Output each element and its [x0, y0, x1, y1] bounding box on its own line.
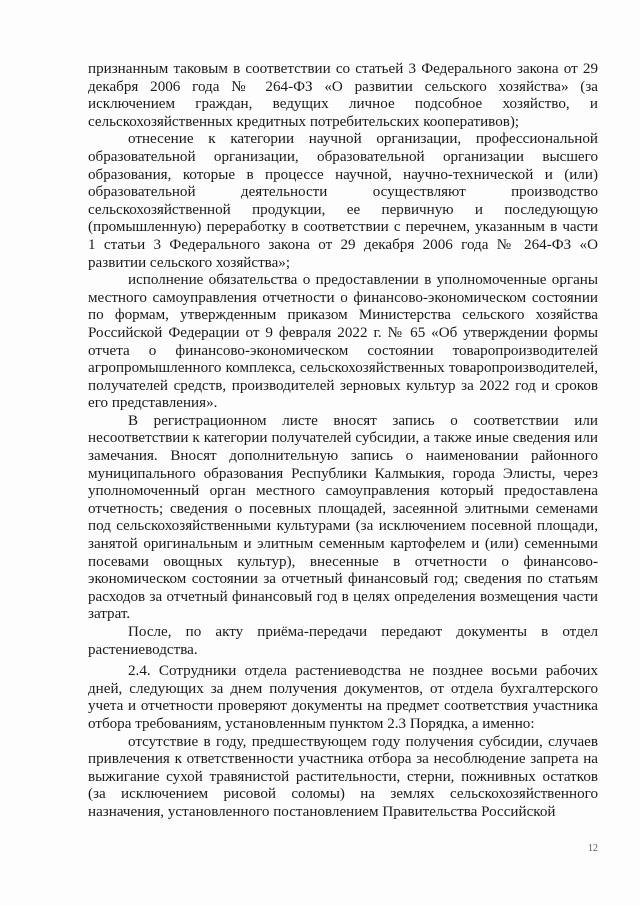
paragraph: После, по акту приёма-передачи передают документы в отдел растениеводства.	[88, 624, 598, 658]
paragraph: признанным таковым в соответствии со статьей 3 Федерального закона от 29 декабря 2006 года № 264-ФЗ «О развитии сельского хозяйства» (за исключением граждан, ведущих личное подсобное хозяйство, и сельскохозяйственных кредитных потребительских кооперативов);	[88, 61, 598, 130]
paragraph: 2.4. Сотрудники отдела растениеводства не позднее восьми рабочих дней, следующих за днем получения документов, от отдела бухгалтерского учета и отчетности проверяют документы на предмет соответствия участника отбора требованиям, установленным пунктом 2.3 Порядка, а именно:	[88, 663, 598, 732]
document-body	[88, 61, 598, 822]
paragraph: отсутствие в году, предшествующем году получения субсидии, случаев привлечения к ответственности участника отбора за несоблюдение запрета на выжигание сухой травянистой растительности, стерни, пожнивных остатков (за исключением рисовой соломы) на землях сельскохозяйственного назначения, установленного постановлением Правительства Российской	[88, 733, 598, 820]
paragraph: В регистрационном листе вносят запись о соответствии или несоответствии к категории получателей субсидии, а также иные сведения или замечания. Вносят дополнительную запись о наименовании районного муниципального образования Республики Калмыкия, города Элисты, через уполномоченный орган местного самоуправления который предоставлена отчетность; сведения о посевных площадей, засеянной элитными семенами под сельскохозяйственными культурами (за исключением посевной площади, занятой оригинальным и элитным семенным картофелем и (или) семенными посевами овощных культур), внесенные в отчетности о финансово-экономическом состоянии за отчетный финансовый год; сведения по статьям расходов за отчетный финансовый год в целях определения возмещения части затрат.	[88, 412, 598, 623]
page-number: 12	[588, 843, 598, 854]
paragraph: отнесение к категории научной организации, профессиональной образовательной организации, образовательной организации высшего образования, которые в процессе научной, научно-технической и (или) образовательной деятельности осуществляют производство сельскохозяйственной продукции, ее первичную и последующую (промышленную) переработку в соответствии с перечнем, указанным в части 1 статьи 3 Федерального закона от 29 декабря 2006 года № 264-ФЗ «О развитии сельского хозяйства»;	[88, 131, 598, 271]
paragraph: исполнение обязательства о предоставлении в уполномоченные органы местного самоуправления отчетности о финансово-экономическом состоянии по формам, утвержденным приказом Министерства сельского хозяйства Российской Федерации от 9 февраля 2022 г. № 65 «Об утверждении формы отчета о финансово-экономическом состоянии товаропроизводителей агропромышленного комплекса, сельскохозяйственных товаропроизводителей, получателей средств, производителей зерновых культур за 2022 год и сроков его представления».	[88, 272, 598, 412]
